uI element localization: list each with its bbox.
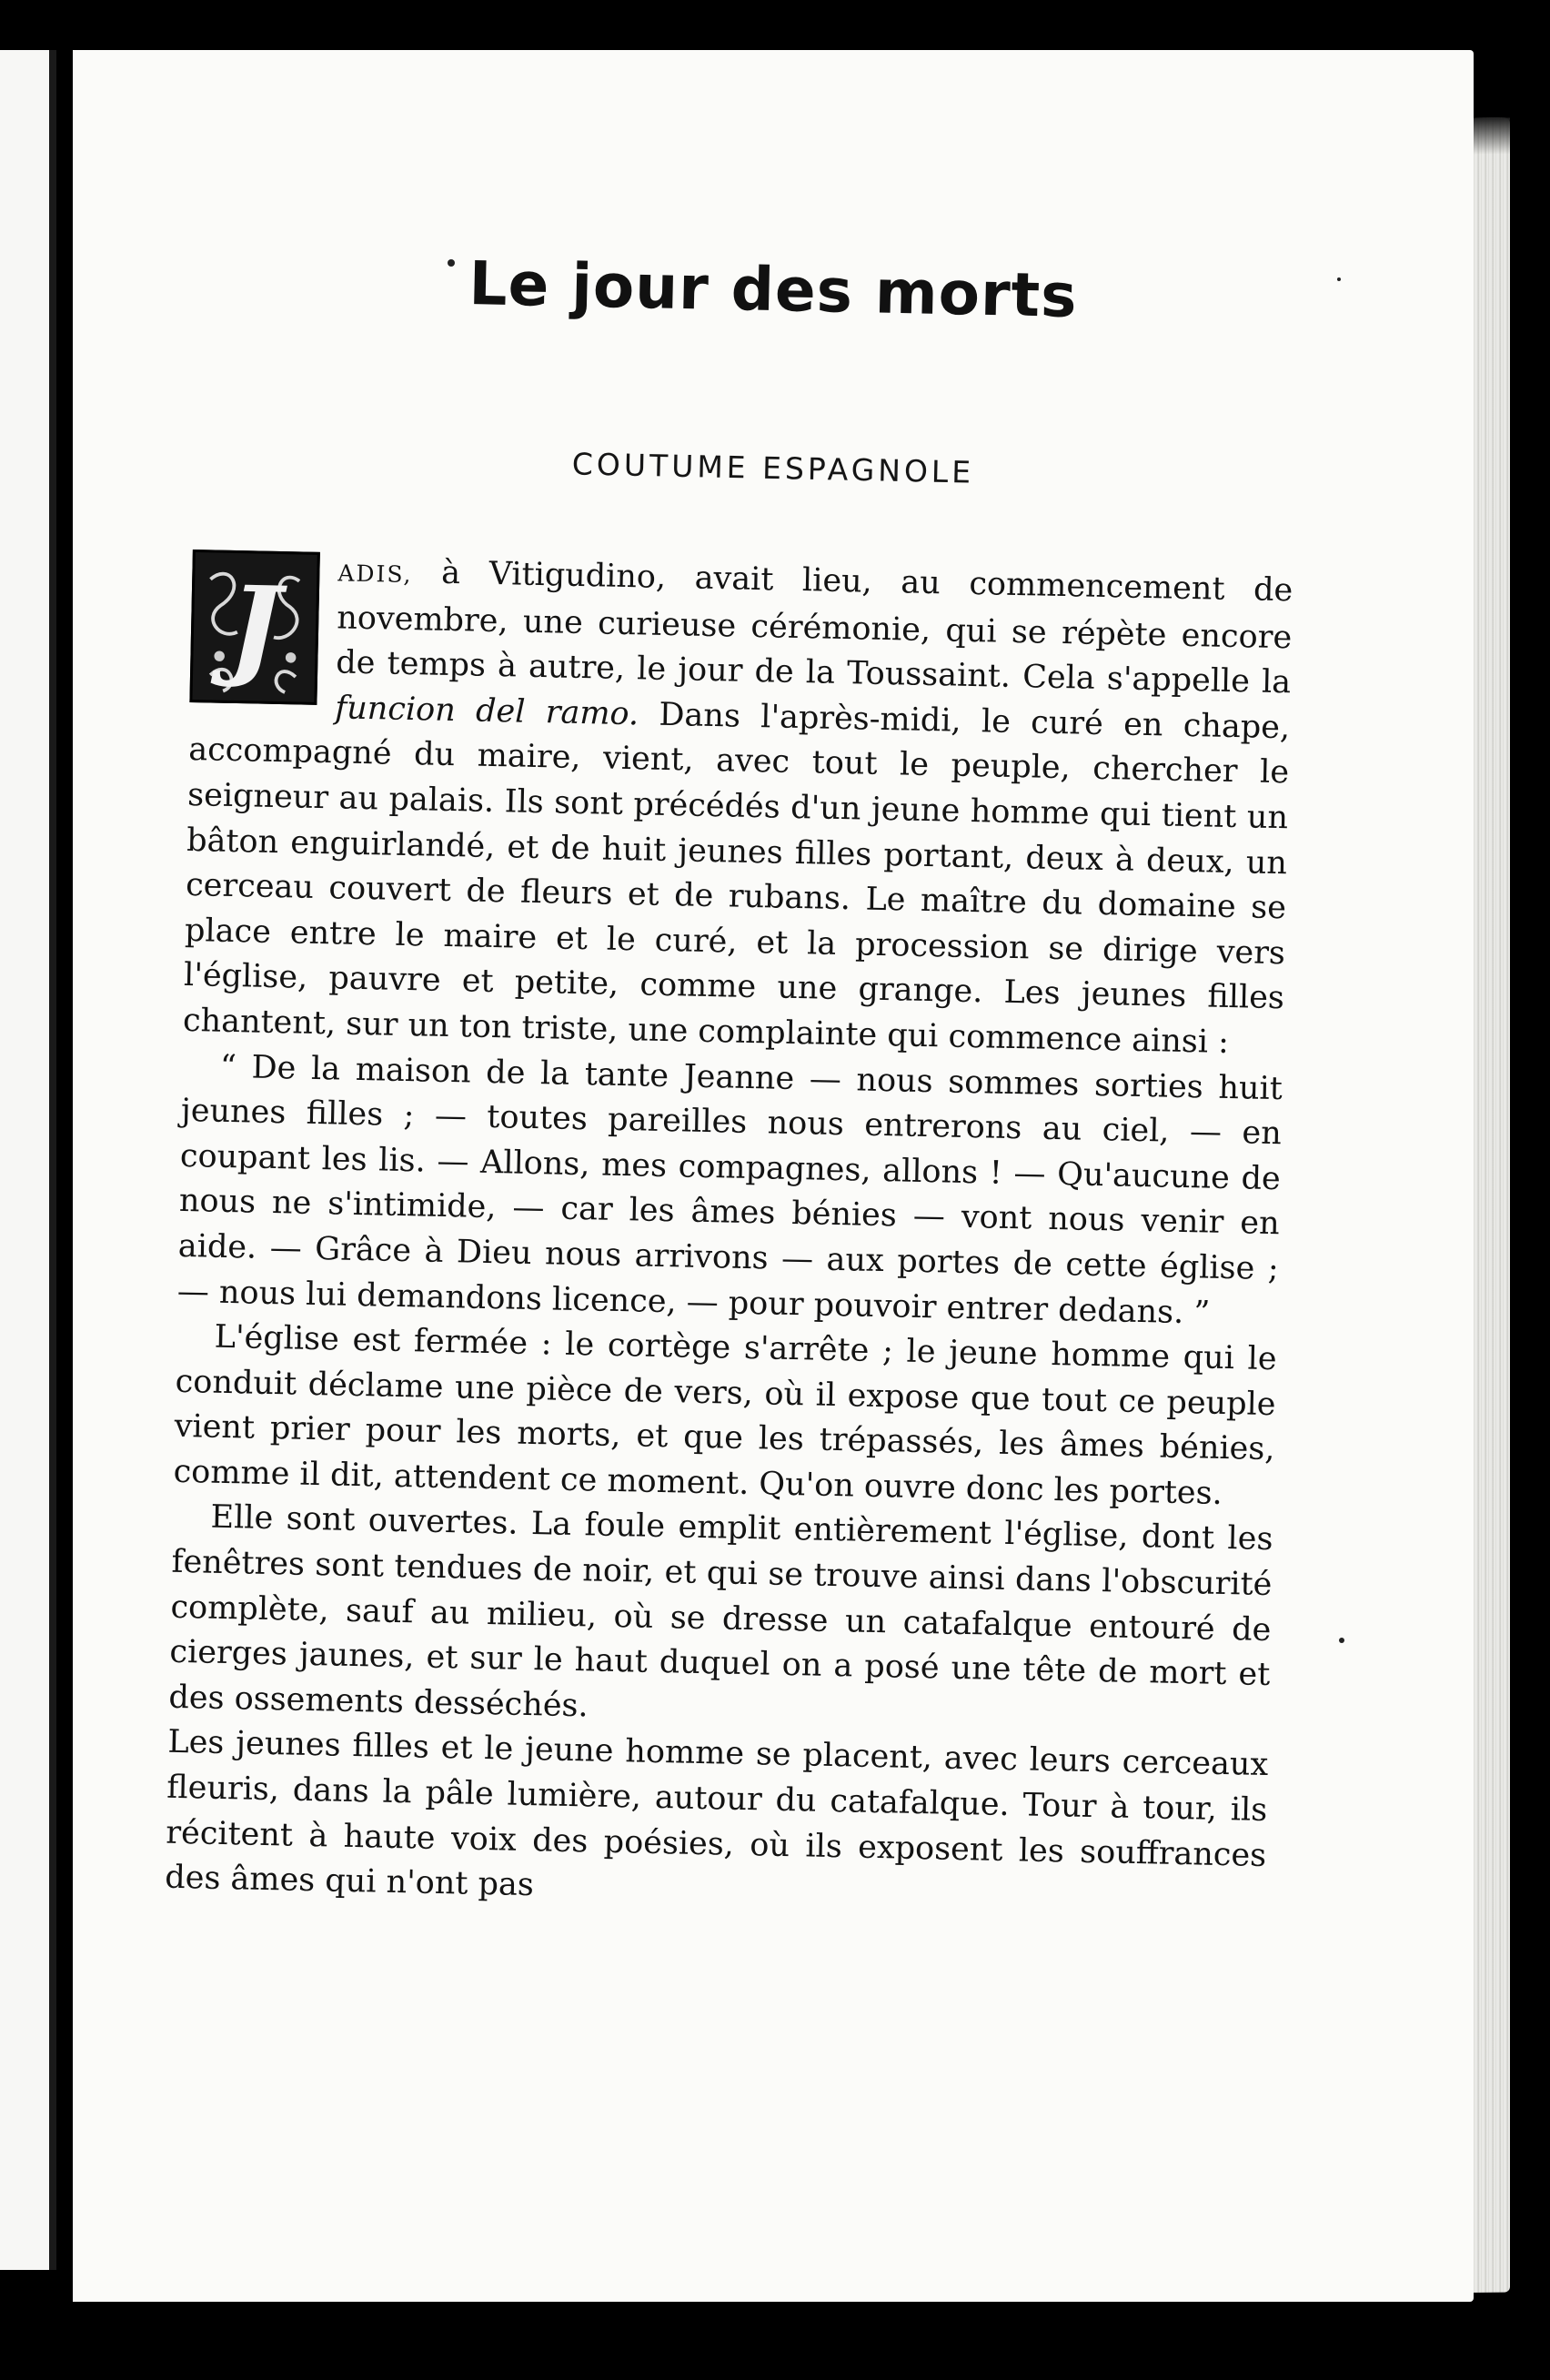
paragraph-4: Elle sont ouvertes. La foule emplit entièrement l'église, dont les fenêtres sont tendues de noir, et qui se trouve ainsi dans l'obscurité complète, sauf au milieu, où se dresse un catafalque entouré de cierges jaunes, et sur le haut duquel on a posé une tête de mort et des ossements desséchés. (168, 1499, 1273, 1725)
first-word: ADIS, (337, 560, 413, 589)
paragraph-1-intro: à Vitigudino, avait lieu, au commencement de novembre, une curieuse cérémonie, qui se répète encore de temps à autre, le jour de la Toussaint. Cela s'appelle la (335, 554, 1293, 701)
paragraph-1-rest: Dans l'après-midi, le curé en chape, accompagné du maire, vient, avec tout le peuple, chercher le seigneur au palais. Ils sont précédés d'un jeune homme qui tient un bâton enguirlandé, et de huit jeunes filles portant, deux à deux, un cerceau couvert de fleurs et de rubans. Le maître du domaine se place entre le maire et le curé, et la procession se dirige vers l'église, pauvre et petite, comme une grange. Les jeunes filles chantent, sur un ton triste, une complainte qui commence ainsi : (182, 696, 1291, 1061)
paragraph-1 (183, 546, 1293, 1067)
paragraph-2: “ De la maison de la tante Jeanne — nous sommes sorties huit jeunes filles ; — toutes pareilles nous entrerons au ciel, — en coupant les lis. — Allons, mes compagnes, allons ! — Qu'aucune de nous ne s'intimide, — car les âmes bénies — vont nous venir en aide. — Grâce à Dieu nous arrivons — aux portes de cette église ; — nous lui demandons licence, — pour pouvoir entrer dedans. ” (176, 1048, 1283, 1332)
paragraph-3: L'église est fermée : le cortège s'arrête ; le jeune homme qui le conduit déclame une pièce de vers, où il expose que tout ce peuple vient prier pour les morts, et que les trépassés, les âmes bénies, comme il dit, attendent ce moment. Qu'on ouvre donc les portes. (173, 1318, 1277, 1512)
page-subtitle: COUTUME ESPAGNOLE (571, 446, 975, 490)
left-page-edge (0, 50, 56, 2270)
paragraph-1-italic: funcion del ramo. (334, 690, 639, 733)
paragraph-5: Les jeunes filles et le jeune homme se placent, avec leurs cerceaux fleuris, dans la pâle lumière, autour du catafalque. Tour à tour, ils récitent à haute voix des poésies, où ils exposent les souffrances des âmes qui n'ont pas (164, 1724, 1269, 1904)
drop-cap-letter: J (227, 562, 283, 692)
print-speck (1339, 1638, 1344, 1643)
decorated-initial (189, 550, 319, 705)
book-page (73, 50, 1474, 2302)
page-title: Le jour des morts (468, 248, 1079, 331)
article-body (165, 546, 1293, 1924)
